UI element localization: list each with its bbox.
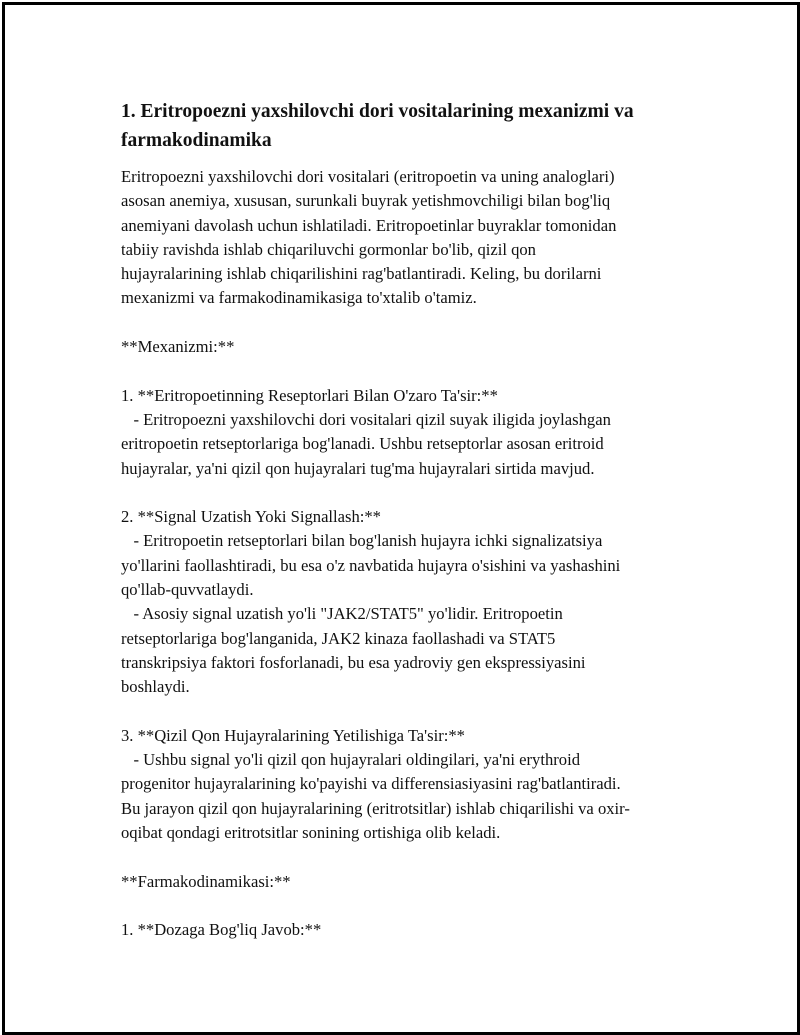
document-body (121, 97, 701, 943)
title-line: 1. Eritropoezni yaxshilovchi dori vositalarining mexanizmi va (121, 101, 634, 122)
mechanism-item-3 (121, 724, 701, 845)
text-line: - Ushbu signal yo'li qizil qon hujayralari oldingilari, ya'ni erythroid (121, 750, 580, 770)
mechanism-heading (121, 335, 701, 359)
blank-line (121, 845, 701, 869)
text-line: - Asosiy signal uzatish yo'li "JAK2/STAT5" yo'lidir. Eritropoetin (121, 604, 563, 624)
text-line: Eritropoezni yaxshilovchi dori vositalari (eritropoetin va uning analoglari) (121, 167, 615, 186)
text-line: eritropoetin retseptorlariga bog'lanadi. Ushbu retseptorlar asosan eritroid (121, 434, 604, 454)
text-line: hujayralar, ya'ni qizil qon hujayralari tug'ma hujayralari sirtida mavjud. (121, 458, 595, 478)
blank-line (121, 700, 701, 724)
mechanism-item-2 (121, 505, 701, 699)
text-line: boshlaydi. (121, 677, 190, 697)
text-line: - Eritropoetin retseptorlari bilan bog'lanish hujayra ichki signalizatsiya (121, 531, 603, 551)
text-line: qo'llab-quvvatlaydi. (121, 580, 254, 600)
item-heading: 2. **Signal Uzatish Yoki Signallash:** (121, 507, 381, 527)
item-heading: 1. **Eritropoetinning Reseptorlari Bilan O'zaro Ta'sir:** (121, 385, 498, 405)
blank-line (121, 359, 701, 383)
text-line: - Eritropoezni yaxshilovchi dori vositalari qizil suyak iligida joylashgan (121, 409, 611, 429)
text-line: oqibat qondagi eritrotsitlar sonining ortishiga olib keladi. (121, 823, 501, 843)
intro-paragraph (121, 165, 701, 311)
text-line: progenitor hujayralarining ko'payishi va differensiasiyasini rag'batlantiradi. (121, 774, 621, 794)
page-frame (2, 2, 800, 1035)
section-heading: **Farmakodinamikasi:** (121, 871, 291, 891)
pharmacodynamics-heading (121, 870, 701, 894)
section-heading: **Mexanizmi:** (121, 337, 235, 357)
document-title (121, 97, 701, 155)
blank-line (121, 481, 701, 505)
text-line: Bu jarayon qizil qon hujayralarining (eritrotsitlar) ishlab chiqarilishi va oxir- (121, 798, 630, 818)
blank-line (121, 894, 701, 918)
blank-line (121, 311, 701, 335)
text-line: asosan anemiya, xususan, surunkali buyrak yetishmovchiligi bilan bog'liq (121, 191, 611, 211)
pharmacodynamics-item-1 (121, 918, 701, 942)
text-line: anemiyani davolash uchun ishlatiladi. Eritropoetinlar buyraklar tomonidan (121, 215, 617, 235)
text-line: hujayralarining ishlab chiqarilishini rag'batlantiradi. Keling, bu dorilarni (121, 264, 602, 284)
item-heading: 1. **Dozaga Bog'liq Javob:** (121, 920, 322, 940)
mechanism-item-1 (121, 384, 701, 481)
text-line: retseptorlariga bog'langanida, JAK2 kinaza faollashadi va STAT5 (121, 628, 556, 648)
text-line: mexanizmi va farmakodinamikasiga to'xtalib o'tamiz. (121, 288, 477, 308)
text-line: transkripsiya faktori fosforlanadi, bu esa yadroviy gen ekspressiyasini (121, 652, 586, 672)
text-line: tabiiy ravishda ishlab chiqariluvchi gormonlar bo'lib, qizil qon (121, 239, 536, 259)
item-heading: 3. **Qizil Qon Hujayralarining Yetilishiga Ta'sir:** (121, 725, 465, 745)
title-line: farmakodinamika (121, 130, 272, 151)
text-line: yo'llarini faollashtiradi, bu esa o'z navbatida hujayra o'sishini va yashashini (121, 555, 621, 575)
